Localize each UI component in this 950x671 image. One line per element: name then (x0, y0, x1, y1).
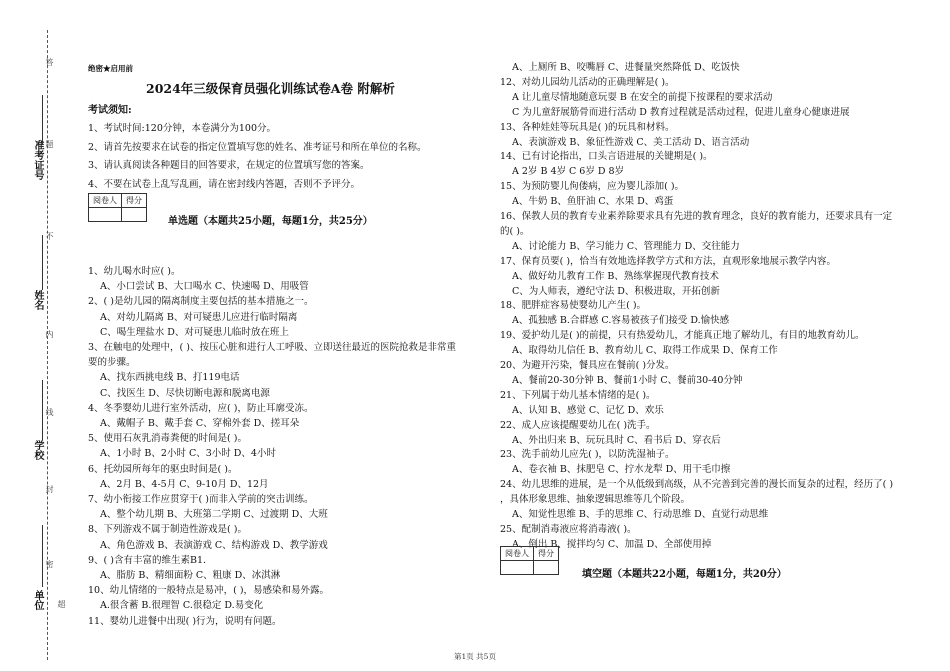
grader-label: 阅卷人 (501, 547, 534, 561)
answer-options: C 为儿童舒展筋骨而进行活动 D 教育过程就是活动过程，促进儿童身心健康进展 (512, 106, 850, 118)
question-text: 20、为避开污染，餐具应在餐前( )分发。 (500, 360, 675, 371)
seal-mark: 线 (45, 408, 54, 416)
question-text: 16、保教人员的教育专业素养除要求具有先进的教育理念，良好的教育能力，还要求具有一定 (500, 211, 893, 222)
answer-options: A、餐前20-30分钟 B、餐前1小时 C、餐前30-40分钟 (512, 374, 743, 386)
label-name: 姓名 (32, 290, 43, 310)
answer-options: A、知觉性思维 B、手的思维 C、行动思维 D、直觉行动思维 (512, 509, 769, 520)
question-text: 5、使用石灰乳消毒粪便的时间是( )。 (88, 433, 247, 445)
question-text: 3、在触电的处理中，( )、按压心脏和进行人工呼吸、立即送往最近的医院抢救是非常重 (88, 342, 456, 353)
question-text: 要的步骤。 (88, 357, 136, 369)
answer-options: A 2岁 B 4岁 C 6岁 D 8岁 (512, 166, 625, 178)
answer-options: A、小口尝试 B、大口喝水 C、快速喝 D、用吸管 (100, 281, 309, 293)
answer-options: A、讨论能力 B、学习能力 C、管理能力 D、交往能力 (512, 240, 740, 252)
answer-options: A.很含蓄 B.很理智 C.很稳定 D.易变化 (100, 600, 264, 612)
question-text: 19、爱护幼儿是( )的前提，只有热爱幼儿，才能真正地了解幼儿，有目的地教育幼儿。 (500, 330, 865, 342)
score-label: 得分 (122, 194, 147, 208)
answer-options: A、脂肪 B、精细面粉 C、粗康 D、冰淇淋 (100, 570, 281, 581)
secret-mark: 绝密★启用前 (88, 64, 133, 73)
score-cell[interactable] (534, 561, 559, 575)
label-exam-number: 准考证号 (32, 140, 43, 180)
section-heading-fill-blank: 填空题（本题共22小题，每题1分，共20分） (582, 569, 787, 580)
seal-mark: 不 (45, 232, 54, 240)
question-text: 9、( )含有丰富的维生素B1. (88, 554, 207, 566)
seal-mark: 封 (45, 485, 54, 493)
answer-options: A、1小时 B、2小时 C、3小时 D、4小时 (100, 448, 276, 460)
question-text: 8、下列游戏不属于制造性游戏是( )。 (88, 524, 247, 536)
score-box (88, 193, 147, 222)
grader-cell[interactable] (89, 208, 122, 222)
exam-number-field[interactable] (42, 95, 43, 145)
answer-options: A、牛奶 B、鱼肝油 C、水果 D、鸡蛋 (512, 196, 674, 208)
section-heading-single-choice: 单选题（本题共25小题，每题1分，共25分） (168, 216, 373, 227)
answer-options: A、对幼儿隔离 B、对可疑患儿应进行临时隔离 (100, 311, 298, 323)
notice-heading: 考试须知: (88, 105, 132, 116)
question-text: 23、洗手前幼儿应先( )，以防洗湿袖子。 (500, 449, 675, 461)
score-box (500, 546, 559, 575)
answer-options: A 让儿童尽情地随意玩耍 B 在安全的前提下按课程的要求活动 (512, 91, 773, 103)
question-text: 24、幼儿思维的进展，是一个从低级到高级，从不完善到完善的漫长而复杂的过程，经历了( ) (500, 479, 894, 491)
seal-mark: 超 (57, 600, 66, 608)
seal-mark: 答 (45, 58, 54, 66)
question-text: 17、保育员要( )，恰当有效地选择教学方式和方法，直观形象地展示教学内容。 (500, 255, 837, 267)
school-field[interactable] (42, 380, 43, 440)
answer-options: A、戴帽子 B、戴手套 C、穿棉外套 D、搓耳朵 (100, 418, 300, 429)
answer-options: A、倒出 B、搅拌均匀 C、加温 D、全部使用掉 (512, 538, 712, 550)
grader-label: 阅卷人 (89, 194, 122, 208)
answer-options: A、角色游戏 B、表演游戏 C、结构游戏 D、教学游戏 (100, 539, 328, 551)
binding-strip (0, 0, 70, 671)
question-text: 11、婴幼儿进餐中出现( )行为，说明有问题。 (88, 615, 282, 627)
question-text: 12、对幼儿园幼儿活动的正确理解是( )。 (500, 76, 675, 88)
page-title: 2024年三级保育员强化训练试卷A卷 附解析 (146, 81, 395, 96)
question-text: 10、幼儿情绪的一般特点是易冲，( )，易感染和易外露。 (88, 585, 330, 597)
notice-item: 4、不要在试卷上乱写乱画，请在密封线内答题，否则不予评分。 (88, 179, 361, 190)
question-text: 6、托幼园所每年的驱虫时间是( )。 (88, 463, 238, 475)
answer-options: A、找东西挑电线 B、打119电话 (100, 372, 240, 384)
question-text: 2、( )是幼儿园的隔离制度主要包括的基本措施之一。 (88, 296, 314, 308)
answer-options: A、表演游戏 B、象征性游戏 C、美工活动 D、语言活动 (512, 136, 750, 148)
notice-item: 1、考试时间:120分钟，本卷满分为100分。 (88, 123, 277, 134)
answer-options: A、上厕所 B、咬嘴唇 C、进餐量突然降低 D、吃饭快 (512, 62, 740, 73)
notice-item: 2、请首先按要求在试卷的指定位置填写您的姓名、准考证号和所在单位的名称。 (88, 142, 427, 153)
label-unit: 单位 (32, 590, 43, 610)
answer-options: C、找医生 D、尽快切断电源和脱离电源 (100, 387, 270, 399)
answer-options: A、整个幼儿期 B、大班第二学期 C、过渡期 D、大班 (100, 509, 328, 521)
seal-mark: 密 (45, 560, 54, 568)
question-text: 14、已有讨论指出，口头言语进展的关键期是( )。 (500, 151, 713, 163)
name-field[interactable] (42, 235, 43, 290)
answer-options: A、认知 B、感觉 C、记忆 D、欢乐 (512, 404, 664, 416)
question-text: 7、幼小衔接工作应贯穿于( )而非入学前的突击训练。 (88, 494, 314, 505)
page-footer: 第1页 共5页 (454, 652, 496, 661)
score-cell[interactable] (122, 208, 147, 222)
answer-options: C、为人师表，遵纪守法 D、积极进取，开拓创新 (512, 285, 720, 297)
answer-options: A、2月 B、4-5月 C、9-10月 D、12月 (100, 478, 269, 490)
answer-options: A、取得幼儿信任 B、教育幼儿 C、取得工作成果 D、保育工作 (512, 345, 778, 357)
answer-options: A、外出归来 B、玩玩具时 C、看书后 D、穿衣后 (512, 434, 721, 446)
question-text: 18、肥胖症容易使婴幼儿产生( )。 (500, 300, 647, 312)
grader-cell[interactable] (501, 561, 534, 575)
answer-options: C、喝生理盐水 D、对可疑患儿临时放在班上 (100, 326, 289, 338)
question-text: ，具体形象思维、抽象逻辑思维等几个阶段。 (500, 494, 691, 506)
seal-mark: 内 (45, 330, 54, 338)
question-text: 25、配制消毒液应将消毒液( )。 (500, 523, 637, 535)
question-text: 4、冬季婴幼儿进行室外活动，应( )，防止耳廓受冻。 (88, 402, 314, 414)
label-school: 学校 (32, 440, 43, 460)
answer-options: A、孤独感 B.合群感 C.容易被孩子们接受 D.愉快感 (512, 315, 730, 327)
unit-field[interactable] (42, 525, 43, 587)
question-text: 1、幼儿喝水时应( )。 (88, 266, 181, 277)
question-text: 15、为预防婴儿佝偻病，应为婴儿添加( )。 (500, 181, 685, 193)
seal-mark: 题 (45, 140, 54, 148)
question-text: 的( )。 (500, 225, 530, 237)
question-text: 13、各种娃娃等玩具是( )的玩具和材料。 (500, 121, 675, 133)
score-label: 得分 (534, 547, 559, 561)
question-text: 22、成人应该提醒要幼儿在( )洗手。 (500, 419, 656, 431)
notice-item: 3、请认真阅读各种题目的回答要求，在规定的位置填写您的答案。 (88, 160, 370, 171)
answer-options: A、卷衣袖 B、抹肥皂 C、拧水龙犁 D、用干毛巾擦 (512, 464, 731, 476)
answer-options: A、做好幼儿教育工作 B、熟练掌握现代教育技术 (512, 270, 719, 282)
question-text: 21、下列属于幼儿基本情绪的是( )。 (500, 389, 656, 401)
